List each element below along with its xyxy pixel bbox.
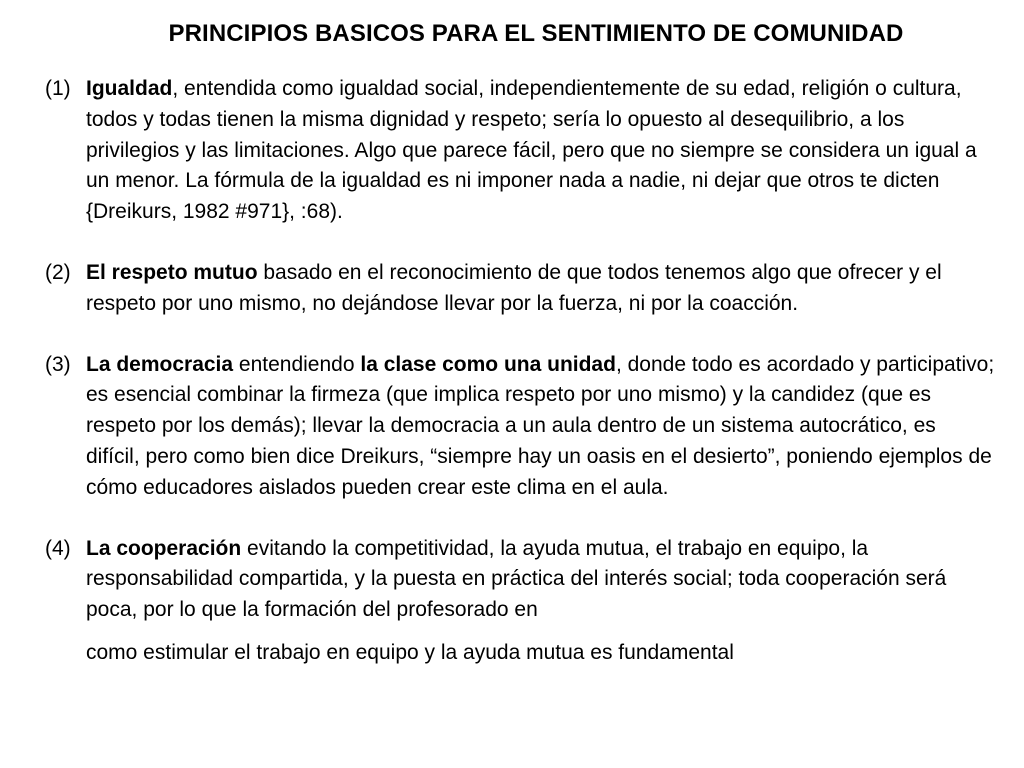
item-number: (1) xyxy=(45,77,71,100)
principle-description: , entendida como igualdad social, independientemente de su edad, religión o cultura, todos y todas tienen la misma dignidad y respeto; sería lo opuesto al desequilibrio, a los privilegios y las limitaciones. Algo que parece fácil, pero que no siempre se considera un igual a un menor. La fórmula de la igualdad es ni imponer nada a nadie, ni dejar que otros te dicten {Dreikurs, 1982 #971}, :68). xyxy=(86,77,977,224)
principle-term: El respeto mutuo xyxy=(86,260,258,284)
principle-term: Igualdad xyxy=(86,77,173,100)
principle-description: entendiendo xyxy=(233,352,361,376)
principle-description: basado en el reconocimiento de que todos tenemos algo que ofrecer y el respeto por uno mismo, no dejándose llevar por la fuerza, ni por la coacción. xyxy=(86,260,942,315)
page-title: PRINCIPIOS BASICOS PARA EL SENTIMIENTO DE COMUNIDAD xyxy=(168,20,904,47)
principle-emphasis: la clase como una unidad xyxy=(360,352,616,376)
principle-description: evitando la competitividad, la ayuda mutua, el trabajo en equipo, la responsabilidad compartida, y la puesta en práctica del interés social; toda cooperación será poca, por lo que la formación del profesorado en xyxy=(86,536,947,622)
principle-term: La cooperación xyxy=(86,536,242,560)
principle-description-last-line: como estimular el trabajo en equipo y la ayuda mutua es fundamental xyxy=(86,640,734,664)
principles-list xyxy=(45,74,995,669)
item-number: (3) xyxy=(45,352,71,376)
principle-item-1 xyxy=(45,74,995,228)
item-number: (2) xyxy=(45,260,71,284)
principle-item-2 xyxy=(45,258,995,320)
principle-item-3 xyxy=(45,350,995,504)
principle-description-continued: , donde todo es acordado y participativo; es esencial combinar la firmeza (que implica respeto por uno mismo) y la candidez (que es respeto por los demás); llevar la democracia a un aula dentro de un sistema autocrático, es difícil, pero como bien dice Dreikurs, “siempre hay un oasis en el desierto”, poniendo ejemplos de cómo educadores aislados pueden crear este clima en el aula. xyxy=(86,352,995,499)
principle-item-4 xyxy=(45,534,995,669)
item-number: (4) xyxy=(45,536,71,560)
principle-term: La democracia xyxy=(86,352,234,376)
